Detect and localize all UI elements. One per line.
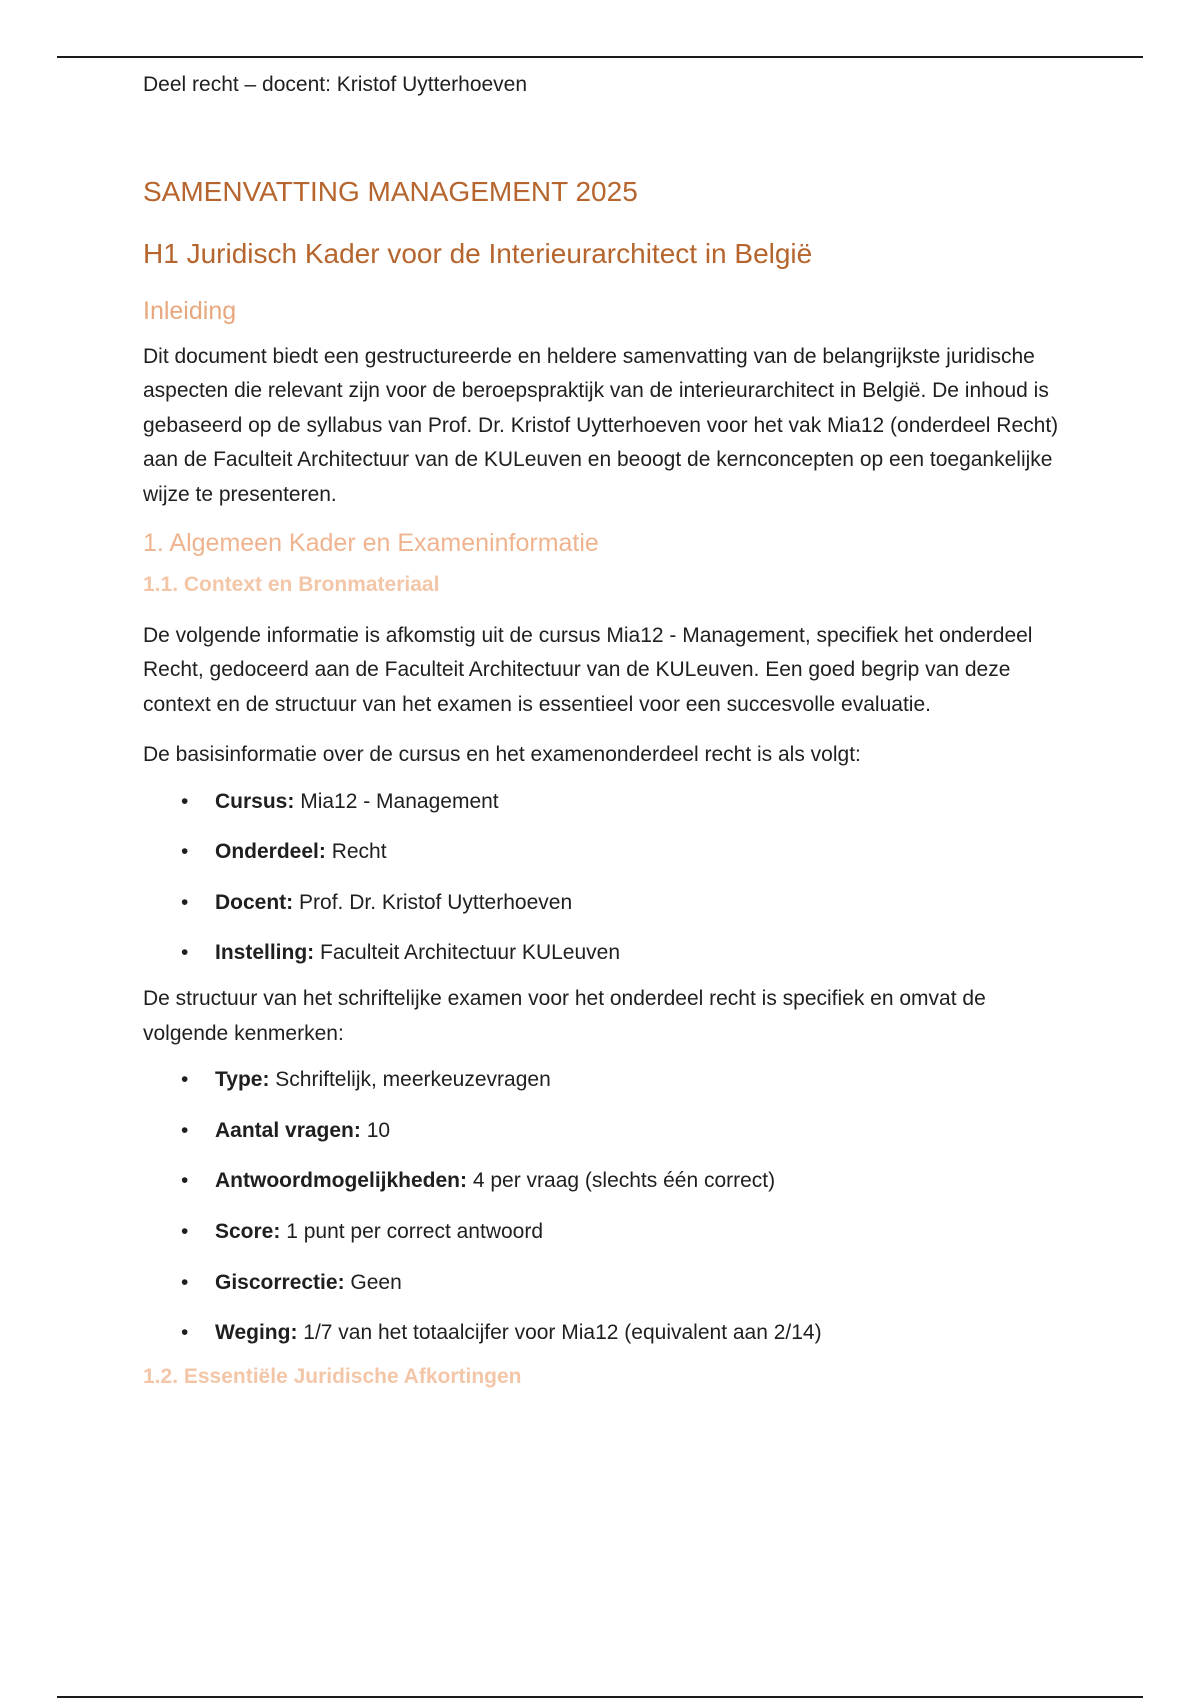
fact-label: Onderdeel: (215, 840, 326, 864)
fact-value: Prof. Dr. Kristof Uytterhoeven (299, 890, 573, 914)
fact-value: 4 per vraag (slechts één correct) (472, 1169, 776, 1193)
context-paragraph: De volgende informatie is afkomstig uit de cursus Mia12 - Management, specifiek het onderdeel Recht, gedoceerd aan de Faculteit Architectuur van de KULeuven. Een goed begrip van deze context en de structuur van het examen is essentieel voor een succesvolle evaluatie. (143, 624, 1033, 716)
list-item (143, 787, 1063, 817)
list-item (143, 1116, 1063, 1146)
bullet-icon: • (181, 1118, 189, 1142)
intro-paragraph: Dit document biedt een gestructureerde en heldere samenvatting van de belangrijkste juridische aspecten die relevant zijn voor de beroepspraktijk van de interieurarchitect in België. De inhoud is gebaseerd op de syllabus van Prof. Dr. Kristof Uytterhoeven voor het vak Mia12 (onderdeel Recht) aan de Faculteit Architectuur van de KULeuven en beoogt de kernconcepten op een toegankelijke wijze te presenteren. (143, 345, 1059, 506)
exam-facts-list (143, 1065, 1063, 1348)
section-1-2-heading: 1.2. Essentiële Juridische Afkortingen (143, 1365, 522, 1389)
course-facts-list (143, 787, 1063, 969)
fact-value: 1 punt per correct antwoord (286, 1220, 544, 1244)
fact-value: Recht (331, 840, 387, 864)
bullet-icon: • (181, 941, 189, 965)
fact-label: Instelling: (215, 941, 315, 965)
list-item (143, 888, 1063, 918)
bullet-icon: • (181, 890, 189, 914)
document-page (143, 70, 1063, 1392)
bullet-icon: • (181, 1169, 189, 1193)
bullet-icon: • (181, 789, 189, 813)
running-head: Deel recht – docent: Kristof Uytterhoeven (143, 73, 528, 96)
intro-heading: Inleiding (143, 297, 237, 325)
fact-label: Type: (215, 1068, 270, 1092)
fact-label: Aantal vragen: (215, 1118, 361, 1142)
list-item (143, 1217, 1063, 1247)
fact-label: Weging: (215, 1321, 298, 1345)
list-item (143, 938, 1063, 968)
fact-label: Score: (215, 1220, 281, 1244)
fact-value: Mia12 - Management (300, 789, 499, 813)
list-item (143, 1065, 1063, 1095)
fact-value: 1/7 van het totaalcijfer voor Mia12 (equivalent aan 2/14) (303, 1321, 822, 1345)
section-1-1-heading: 1.1. Context en Bronmateriaal (143, 573, 440, 597)
fact-label: Cursus: (215, 789, 295, 813)
list-item (143, 1166, 1063, 1196)
section-1-heading: 1. Algemeen Kader en Exameninformatie (143, 529, 599, 558)
bullet-icon: • (181, 1321, 189, 1345)
bullet-icon: • (181, 1270, 189, 1294)
list-item (143, 1268, 1063, 1298)
bullet-icon: • (181, 840, 189, 864)
fact-value: Faculteit Architectuur KULeuven (320, 941, 621, 965)
list-item (143, 837, 1063, 867)
chapter-title: H1 Juridisch Kader voor de Interieurarchitect in België (143, 238, 813, 269)
fact-label: Giscorrectie: (215, 1270, 345, 1294)
fact-value: Geen (350, 1270, 402, 1294)
exam-intro-paragraph: De structuur van het schriftelijke examen voor het onderdeel recht is specifiek en omvat de volgende kenmerken: (143, 987, 986, 1045)
top-rule (57, 56, 1143, 58)
fact-label: Antwoordmogelijkheden: (215, 1169, 467, 1193)
document-title: SAMENVATTING MANAGEMENT 2025 (143, 176, 638, 207)
bottom-rule (57, 1696, 1143, 1698)
bullet-icon: • (181, 1220, 189, 1244)
fact-value: Schriftelijk, meerkeuzevragen (275, 1068, 551, 1092)
bullet-icon: • (181, 1068, 189, 1092)
fact-label: Docent: (215, 890, 294, 914)
list-item (143, 1318, 1063, 1348)
basis-intro-paragraph: De basisinformatie over de cursus en het examenonderdeel recht is als volgt: (143, 743, 861, 767)
fact-value: 10 (366, 1118, 391, 1142)
